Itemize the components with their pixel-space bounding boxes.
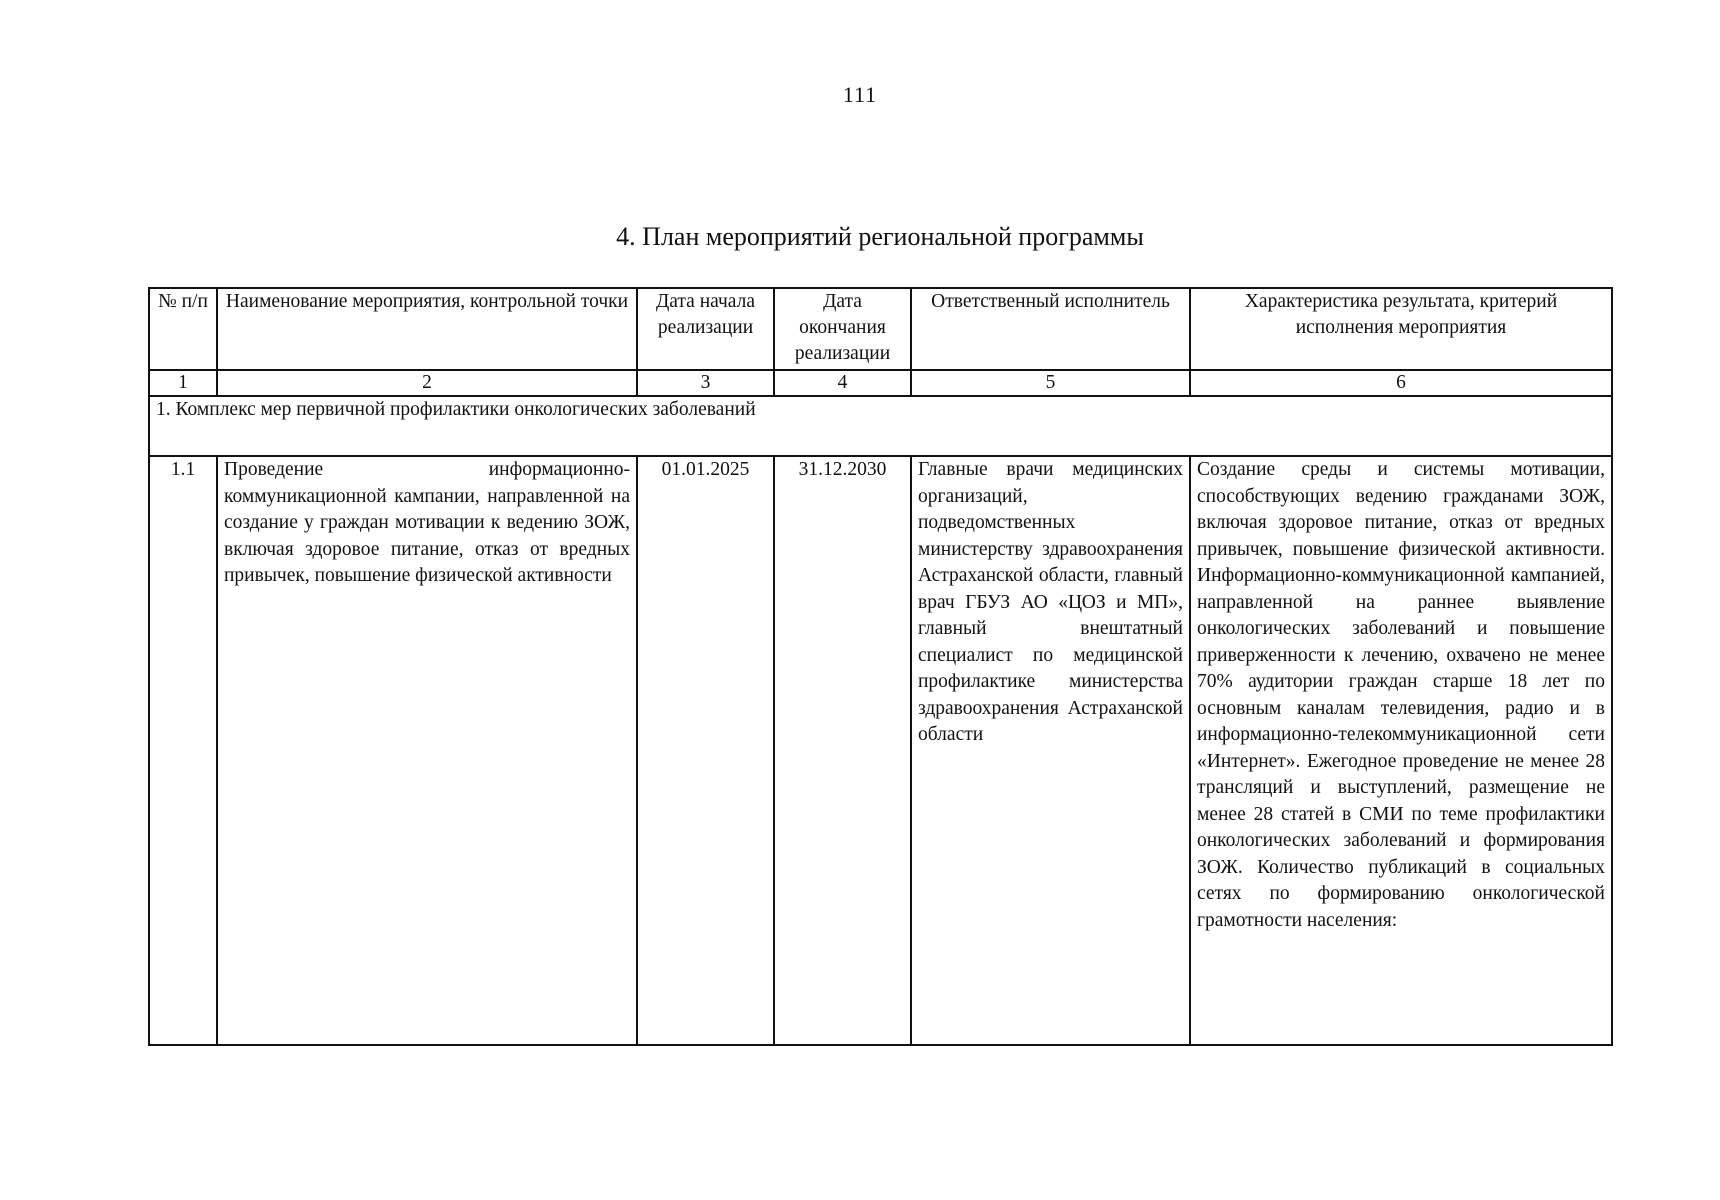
start-date-cell: 01.01.2025 bbox=[637, 456, 774, 1045]
row-number: 1.1 bbox=[149, 456, 217, 1045]
document-title: 4. План мероприятий региональной программы bbox=[616, 222, 1144, 251]
section-title: 1. Комплекс мер первичной профилактики онкологических заболеваний bbox=[149, 396, 1612, 456]
column-number: 1 bbox=[149, 370, 217, 396]
column-number: 4 bbox=[774, 370, 911, 396]
header-responsible: Ответственный исполнитель bbox=[911, 288, 1190, 370]
header-event-name: Наименование мероприятия, контрольной точки bbox=[217, 288, 637, 370]
header-number: № п/п bbox=[149, 288, 217, 370]
header-start-date: Дата начала реализации bbox=[637, 288, 774, 370]
page-number: 111 bbox=[842, 82, 878, 107]
end-date-cell: 31.12.2030 bbox=[774, 456, 911, 1045]
column-number: 2 bbox=[217, 370, 637, 396]
section-row bbox=[149, 396, 1612, 456]
table-header-row bbox=[149, 288, 1612, 370]
header-result: Характеристика результата, критерий исполнения мероприятия bbox=[1190, 288, 1612, 370]
result-cell: Создание среды и системы мотивации, способствующих ведению гражданами ЗОЖ, включая здоровое питание, отказ от вредных привычек, повышение физической активности. Информационно-коммуникационной кампанией, направленной на раннее выявление онкологических заболеваний и повышение приверженности к лечению, охвачено не менее 70% аудитории граждан старше 18 лет по основным каналам телевидения, радио и в информационно-телекоммуникационной сети «Интернет». Ежегодное проведение не менее 28 трансляций и выступлений, размещение не менее 28 статей в СМИ по теме профилактики онкологических заболеваний и формирования ЗОЖ. Количество публикаций в социальных сетях по формированию онкологической грамотности населения: bbox=[1190, 456, 1612, 1045]
column-number: 6 bbox=[1190, 370, 1612, 396]
header-end-date: Дата окончания реализации bbox=[774, 288, 911, 370]
responsible-cell: Главные врачи медицинских организаций, подведомственных министерству здравоохранения Астраханской области, главный врач ГБУЗ АО «ЦОЗ и МП», главный внештатный специалист по медицинской профилактике министерства здравоохранения Астраханской области bbox=[911, 456, 1190, 1045]
plan-table bbox=[148, 287, 1613, 1046]
column-number: 5 bbox=[911, 370, 1190, 396]
column-number: 3 bbox=[637, 370, 774, 396]
column-number-row bbox=[149, 370, 1612, 396]
event-name-cell: Проведение информационно-коммуникационной кампании, направленной на создание у граждан мотивации к ведению ЗОЖ, включая здоровое питание, отказ от вредных привычек, повышение физической активности bbox=[217, 456, 637, 1045]
table-row bbox=[149, 456, 1612, 1045]
